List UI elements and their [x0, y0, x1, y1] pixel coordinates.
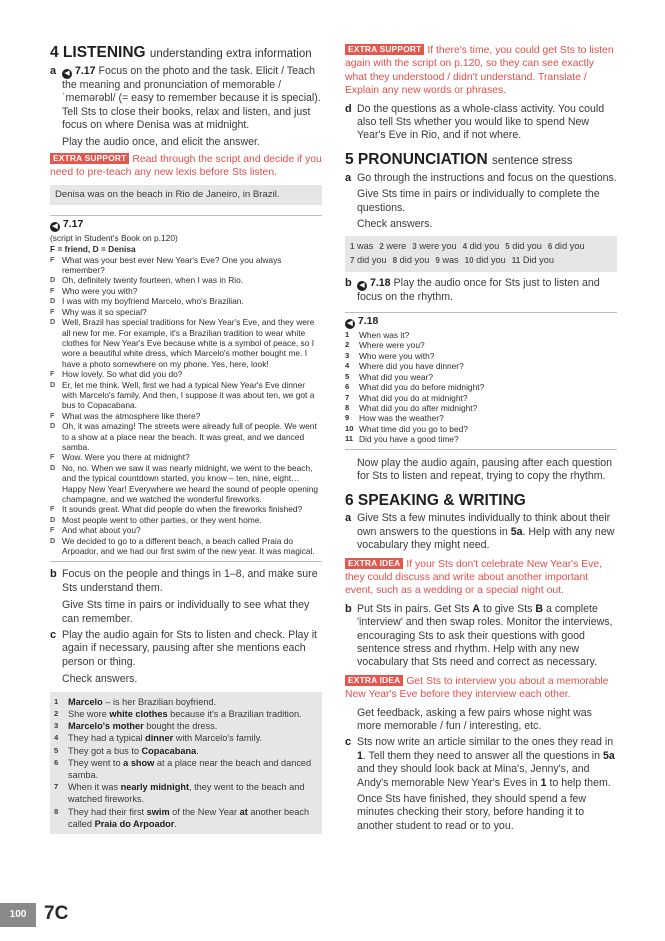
answer-word: Did you	[522, 255, 554, 266]
step-5a: a Go through the instructions and focus on the questions. Give Sts time in pairs or individually to complete the questions. Check answers.	[345, 171, 617, 231]
script-text: Where did you have dinner?	[359, 361, 464, 372]
script-text: Who were you with?	[359, 350, 435, 361]
answer-number: 4	[54, 733, 59, 743]
audio-icon[interactable]: ◀	[62, 69, 72, 79]
script-text: Did you have a good time?	[359, 434, 459, 445]
script-line	[345, 413, 617, 423]
answer-number: 5	[505, 242, 510, 252]
right-column	[345, 44, 617, 833]
script-line	[345, 340, 617, 350]
script-line	[345, 361, 617, 371]
audio-icon[interactable]: ◀	[345, 319, 355, 329]
section-4-heading: 4 LISTENING understanding extra information	[50, 44, 312, 61]
answer-number: 9	[435, 256, 440, 266]
answer-word: did you	[469, 241, 500, 252]
answer-number: 2	[54, 708, 59, 718]
answer-fragment: bought the dress.	[143, 721, 218, 732]
audio-icon[interactable]: ◀	[357, 281, 367, 291]
answer-fragment: .	[196, 745, 199, 756]
script-line	[50, 369, 322, 379]
script-line	[345, 403, 617, 413]
answer-keyword: nearly midnight	[120, 782, 189, 793]
script-line	[50, 411, 322, 421]
answer-fragment: because it's a Brazilian tradition.	[167, 708, 302, 719]
answer-item	[548, 240, 585, 254]
script-line	[50, 463, 322, 505]
line-number: 6	[345, 382, 350, 392]
answer-item	[54, 708, 318, 720]
answer-keyword: white clothes	[109, 708, 168, 719]
script-text: What did you do before midnight?	[359, 382, 485, 393]
speaker-label: F	[50, 452, 55, 462]
answer-number: 1	[350, 242, 355, 252]
script-7-18: ◀ 7.18 1 When was it? 2 Where were you? 3 Who were you with? 4 Where did you have dinner? 5 What did you wear? 6 What did you do before midnight? 7 What did you do at midnight? 8 What did you do after midnight? 9 How was the weather? 10 What time did you go to bed? 11 Did you have a good time?	[345, 316, 617, 444]
answer-number: 8	[392, 256, 398, 266]
answer-item	[54, 781, 318, 805]
answer-number: 2	[379, 242, 384, 252]
section-5-heading: 5 PRONUNCIATION sentence stress	[345, 150, 573, 168]
step-4d: d Do the questions as a whole-class activity. You could also tell Sts whether you would like to spend New Year's Eve in Rio, and if not where.	[345, 102, 605, 142]
answer-word: did you	[554, 241, 585, 252]
step-6b: b Put Sts in pairs. Get Sts A to give Sts B a complete 'interview' and then swap roles. Monitor the interviews, encouraging Sts to ask their questions with good sentence stress and rhythm. Help with any new vocabulary that Sts need and correct as necessary.	[345, 602, 613, 669]
section-6-heading: 6 SPEAKING & WRITING	[345, 492, 526, 510]
answer-number: 11	[511, 256, 521, 266]
line-number: 5	[345, 371, 350, 381]
answer-number: 6	[547, 242, 553, 252]
answer-word: was	[357, 241, 374, 252]
script-line	[345, 393, 617, 403]
script-text: Why was it so special?	[62, 306, 147, 317]
page-footer	[0, 903, 665, 927]
answer-keyword: Praia do Arpoador	[94, 818, 175, 829]
line-number: 8	[345, 402, 350, 412]
answer-word: were	[386, 241, 407, 252]
answer-fragment: at a place near the beach and danced samba.	[68, 757, 312, 780]
answer-fragment: – is her Brazilian boyfriend.	[102, 696, 217, 707]
answer-text	[68, 732, 318, 744]
answer-item	[350, 254, 387, 268]
answer-number: 10	[464, 256, 474, 266]
answer-item	[512, 254, 554, 268]
left-column	[50, 44, 322, 834]
answer-word: was	[442, 255, 459, 266]
answer-number: 3	[54, 721, 59, 731]
answer-word: were you	[419, 241, 457, 252]
script-line	[50, 421, 322, 452]
script-text: What time did you go to bed?	[359, 423, 468, 434]
answer-keyword: a show	[123, 757, 155, 768]
line-number: 3	[345, 350, 350, 360]
answer-item	[54, 757, 318, 781]
answer-text	[68, 720, 318, 732]
answer-number: 8	[54, 806, 59, 816]
answer-keyword: Marcelo's mother	[68, 721, 144, 732]
answer-fragment: She wore	[68, 708, 110, 719]
script-text: Oh, definitely twenty fourteen, when I was in Rio.	[62, 275, 244, 286]
answer-fragment: They had their first	[68, 806, 147, 817]
audio-icon[interactable]: ◀	[50, 222, 60, 232]
line-number: 7	[345, 392, 350, 402]
answer-item	[54, 745, 318, 757]
answer-fragment: of the New Year	[169, 806, 240, 817]
answer-keyword: Marcelo	[68, 696, 103, 707]
extra-idea-2: EXTRA IDEA Get Sts to interview you about a memorable New Year's Eve before they interview each other.	[345, 674, 609, 701]
answers-5a	[345, 236, 617, 271]
answer-fragment: , they went to the beach and watched fireworks.	[68, 782, 305, 805]
answer-number: 7	[54, 782, 59, 792]
script-text: We decided to go to a different beach, a beach called Praia do Arpoador, and we had our first swim of the new year. It was magical.	[62, 535, 315, 557]
answer-item	[412, 240, 456, 254]
answer-number: 5	[54, 745, 59, 755]
speaker-label: D	[50, 317, 56, 327]
script-line	[50, 452, 322, 462]
script-line	[50, 317, 322, 369]
script-text: Er, let me think. Well, first we had a typical New Year's Eve dinner with Marcelo's family. And then, I suppose it was about ten, we got a bus to Copacabana.	[62, 379, 315, 411]
answer-number: 4	[462, 242, 468, 252]
speaker-label: F	[50, 285, 55, 295]
script-text: Most people went to other parties, or they went home.	[62, 514, 262, 525]
script-lines	[345, 330, 617, 444]
script-line	[345, 434, 617, 444]
step-6c: c Sts now write an article similar to the ones they read in 1. Tell them they need to answer all the questions in 5a and they should look back at Mina's, Jenny's, and Andy's memorable New Year's Eves in 1 to help them. Once Sts have finished, they should spend a few minutes checking their story, before handing it to another student to read or to you.	[345, 736, 615, 832]
answer-item	[465, 254, 506, 268]
script-text: What did you do after midnight?	[359, 402, 478, 413]
speaker-label: F	[50, 525, 55, 535]
script-line	[50, 255, 322, 276]
line-number: 10	[345, 423, 354, 433]
answer-item	[54, 732, 318, 744]
answer-keyword: swim	[146, 806, 170, 817]
answer-fragment: When it was	[68, 782, 121, 793]
answer-fragment: .	[174, 818, 177, 829]
answer-number: 1	[54, 696, 59, 706]
speaker-label: D	[50, 275, 56, 285]
script-text: What was your best ever New Year's Eve? One you always remember?	[62, 254, 282, 276]
script-text: When was it?	[359, 330, 410, 341]
script-text: What was the atmosphere like there?	[62, 410, 201, 421]
step-5b: b ◀ 7.18 Play the audio once for Sts just to listen and focus on the rhythm.	[345, 276, 600, 303]
speaker-label: D	[50, 296, 56, 306]
answer-fragment: They had a typical	[68, 733, 146, 744]
script-text: And what about you?	[62, 525, 141, 536]
speaker-label: F	[50, 254, 55, 264]
speaker-label: F	[50, 306, 55, 316]
page-number: 100	[0, 903, 36, 927]
script-line	[345, 351, 617, 361]
script-text: Oh, it was amazing! The streets were already full of people. We went to a show at a place near the beach. It was great, and we danced samba.	[62, 421, 317, 452]
answer-fragment: with Marcelo's family.	[173, 733, 263, 744]
answers-4c	[50, 692, 322, 834]
speaker-label: D	[50, 535, 56, 545]
answer-item	[379, 240, 406, 254]
answer-fragment: They got a bus to	[68, 745, 142, 756]
script-line	[345, 424, 617, 434]
feedback-instruction: Get feedback, asking a few pairs whose night was more memorable / fun / interesting, etc.	[357, 706, 592, 733]
script-text: I was with my boyfriend Marcelo, who's Brazilian.	[62, 296, 244, 307]
script-line	[345, 372, 617, 382]
answer-item	[54, 720, 318, 732]
answer-text	[68, 696, 318, 708]
extra-support-2: EXTRA SUPPORT If there's time, you could get Sts to listen again with the script on p.120, so they can see exactly what they understood / didn't understand. Translate / Explain any new words or phrases.	[345, 44, 614, 97]
answer-item	[54, 806, 318, 830]
script-text: Wow. Were you there at midnight?	[62, 452, 190, 463]
extra-support-tag: EXTRA SUPPORT	[50, 153, 129, 164]
answer-item	[435, 254, 458, 268]
extra-support-1: EXTRA SUPPORT Read through the script and decide if you need to pre-teach any new lexis before Sts listen.	[50, 153, 322, 179]
step-6a: a Give Sts a few minutes individually to think about their own answers to the questions in 5a. Help with any new vocabulary they might need.	[345, 512, 615, 552]
script-text: No, no. When we saw it was nearly midnight, we went to the beach, and the typical countdown started, you know – ten, nine, eight…Happy New Year! Everywhere we heard the sound of people opening champagne, and we watched the wonderful fireworks.	[62, 462, 319, 504]
script-line	[50, 525, 322, 535]
step-4c: c Play the audio again for Sts to listen and check. Play it again if necessary, pausing after she mentions each person or thing. Check answers.	[50, 629, 317, 686]
script-text: What did you wear?	[359, 371, 434, 382]
answer-box-a: Denisa was on the beach in Rio de Janeiro, in Brazil.	[50, 185, 322, 205]
answer-word: did you	[476, 255, 506, 266]
answer-text	[68, 757, 318, 781]
script-text: How lovely. So what did you do?	[62, 369, 183, 380]
script-text: How was the weather?	[359, 413, 444, 424]
answer-keyword: at	[239, 806, 248, 817]
script-text: What did you do at midnight?	[359, 392, 468, 403]
step-4a: a ◀ 7.17 Focus on the photo and the task. Elicit / Teach the meaning and pronunciation of memorable /ˈmemərəbl/ (= easy to remember because it is special). Tell Sts to close their books, relax and listen, and just focus on where Denisa was at midnight. Play the audio once, and elicit the answer.	[50, 65, 321, 148]
unit-label: 7C	[44, 903, 69, 924]
speaker-label: D	[50, 514, 56, 524]
answer-number: 3	[412, 242, 417, 252]
answer-fragment: another beach called	[68, 806, 310, 829]
speaker-label: D	[50, 379, 56, 389]
script-line	[50, 536, 322, 557]
script-line	[50, 515, 322, 525]
script-text: Where were you?	[359, 340, 425, 351]
script-text: It sounds great. What did people do when the fireworks finished?	[62, 504, 303, 515]
line-number: 9	[345, 413, 350, 423]
speaker-label: F	[50, 504, 55, 514]
repeat-instruction: Now play the audio again, pausing after each question for Sts to listen and repeat, trying to copy the rhythm.	[357, 456, 613, 482]
answer-word: did you	[512, 241, 542, 252]
answer-item	[350, 240, 373, 254]
script-line	[50, 286, 322, 296]
speaker-label: D	[50, 462, 56, 472]
speaker-label: D	[50, 421, 56, 431]
script-line	[50, 504, 322, 514]
answer-word: did you	[399, 255, 430, 266]
answer-word: did you	[357, 255, 387, 266]
speaker-label: F	[50, 369, 55, 379]
script-line	[345, 382, 617, 392]
answer-item	[463, 240, 500, 254]
answer-text	[68, 781, 318, 805]
answer-text	[68, 708, 318, 720]
answer-keyword: dinner	[145, 733, 174, 744]
answer-item	[393, 254, 430, 268]
answer-text	[68, 806, 318, 830]
line-number: 11	[345, 434, 354, 444]
script-line	[50, 380, 322, 411]
answer-keyword: Copacabana	[141, 745, 197, 756]
answer-item	[54, 696, 318, 708]
script-text: Well, Brazil has special traditions for New Year's Eve, and they were all new for me. For example, it's a Brazilian tradition to wear white clothes for New Year's Eve because white is a symbol of peace, so I wore a beautiful white dress, which Marcelo's mother bought me. I have a photo somewhere on my phone. Yes, here, look!	[62, 317, 315, 369]
answer-number: 6	[54, 757, 59, 767]
script-lines	[50, 255, 322, 557]
answer-text	[68, 745, 318, 757]
line-number: 1	[345, 330, 350, 340]
script-line	[50, 275, 322, 285]
extra-idea-1: EXTRA IDEA If your Sts don't celebrate New Year's Eve, they could discuss and write about another important event, such as a wedding or a special night out.	[345, 557, 603, 597]
speaker-label: F	[50, 410, 55, 420]
answer-item	[505, 240, 542, 254]
script-line	[50, 296, 322, 306]
script-text: Who were you with?	[62, 285, 138, 296]
script-line	[50, 307, 322, 317]
step-4b: b Focus on the people and things in 1–8, and make sure Sts understand them. Give Sts time in pairs or individually to see what they can remember.	[50, 568, 318, 625]
script-7-17: ◀ 7.17 (script in Student's Book on p.120) F = friend, D = Denisa F What was your best ever New Year's Eve? One you always remember? D Oh, definitely twenty fourteen, when I was in Rio. F Who were you with? D I was with my boyfriend Marcelo, who's Brazilian. F Why was it so special? D Well, Brazil has special traditions for New Year's Eve, and they were all new for me. For example, it's a Brazilian tradition to wear white clothes for New Year's Eve because white is a symbol of peace, so I wore a beautiful white dress, which Marcelo's mother bought me. I have a photo somewhere on my phone. Yes, here, look! F How lovely. So what did you do? D Er, let me think. Well, first we had a typical New Year's Eve dinner with Marcelo's family. And then, I suppose it was about ten, we got a bus to Copacabana. F What was the atmosphere like there? D Oh, it was amazing! The streets were already full of people. We went to a show at a place near the beach. It was great, and we danced samba. F Wow. Were you there at midnight? D No, no. When we saw it was nearly midnight, we went to the beach, and the typical countdown started, you know – ten, nine, eight…Happy New Year! Everywhere we heard the sound of people opening champagne, and we watched the wonderful fireworks. F It sounds great. What did people do when the fireworks finished? D Most people went to other parties, or they went home. F And what about you? D We decided to go to a different beach, a beach called Praia do Arpoador, and we had our first swim of the new year. It was magical.	[50, 219, 322, 557]
answer-number: 7	[350, 256, 355, 266]
line-number: 4	[345, 361, 350, 371]
line-number: 2	[345, 340, 350, 350]
script-line	[345, 330, 617, 340]
answer-fragment: They went to	[68, 757, 124, 768]
